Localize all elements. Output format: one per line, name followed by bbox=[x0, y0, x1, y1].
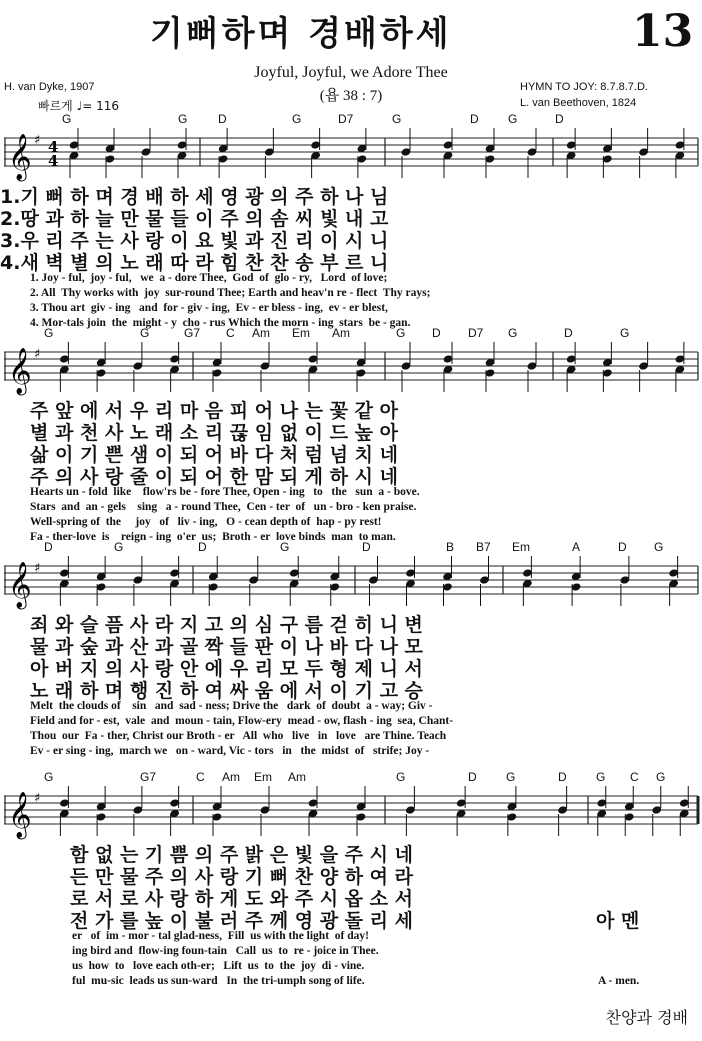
chord: Em bbox=[292, 326, 310, 340]
svg-text:♯: ♯ bbox=[34, 133, 41, 148]
korean-verse-1: 주 앞 에 서 우 리 마 음 피 어 나 는 꽃 같 아 bbox=[30, 400, 398, 422]
english-verse-2: Stars and an - gels sing a - round Thee, Cen - ter of un - bro - ken praise. bbox=[30, 501, 417, 513]
chord: G bbox=[396, 326, 406, 340]
chord: G bbox=[62, 112, 72, 126]
english-verse-4: Ev - er sing - ing, march we on - ward, Vic - tors in the midst of strife; Joy - bbox=[30, 745, 430, 757]
chord: G bbox=[508, 112, 518, 126]
korean-verse-1: 함 없 는 기 쁨 의 주 밝 은 빛 을 주 시 네 bbox=[70, 844, 413, 866]
chord: C bbox=[630, 770, 639, 784]
chord: B bbox=[446, 540, 455, 554]
chord: G bbox=[392, 112, 402, 126]
svg-text:4: 4 bbox=[48, 138, 59, 156]
chord: C bbox=[196, 770, 205, 784]
korean-verse-4: 주 의 사 랑 줄 이 되 어 한 맘 되 게 하 시 네 bbox=[30, 466, 398, 488]
chord: D bbox=[432, 326, 441, 340]
music-staff bbox=[0, 554, 702, 610]
chord: D bbox=[362, 540, 371, 554]
chord: G bbox=[654, 540, 664, 554]
korean-verse-2: 물 과 숲 과 산 과 골 짝 들 판 이 나 바 다 나 모 bbox=[30, 636, 423, 658]
chord: G bbox=[396, 770, 406, 784]
chord: D bbox=[564, 326, 573, 340]
korean-verse-3: 아 버 지 의 사 랑 안 에 우 리 모 두 형 제 니 서 bbox=[30, 658, 423, 680]
english-verse-2: Field and for - est, vale and moun - tain, Flow-ery mead - ow, flash - ing sea, Chant- bbox=[30, 715, 454, 727]
chord: G bbox=[178, 112, 188, 126]
english-verse-4: Fa - ther-love is reign - ing o'er us; Broth - er love binds man to man. bbox=[30, 531, 396, 543]
chord: D bbox=[198, 540, 207, 554]
svg-text:♯: ♯ bbox=[34, 347, 41, 362]
korean-verse-3: 삶 이 기 쁜 샘 이 되 어 바 다 처 럼 넘 치 네 bbox=[30, 444, 398, 466]
svg-text:𝄞: 𝄞 bbox=[8, 792, 32, 838]
chord: Am bbox=[288, 770, 306, 784]
korean-verse-3: 3.우 리 주 는 사 랑 이 요 빛 과 진 리 이 시 니 bbox=[0, 230, 389, 252]
hymn-number: 13 bbox=[632, 6, 694, 57]
chord: D7 bbox=[468, 326, 484, 340]
chord: D bbox=[44, 540, 53, 554]
chord: Am bbox=[252, 326, 270, 340]
chord: G bbox=[140, 326, 150, 340]
korean-verse-4: 전 가 를 높 이 불 러 주 께 영 광 돌 리 세 bbox=[70, 910, 413, 932]
chord: G bbox=[280, 540, 290, 554]
english-verse-2: ing bird and flow-ing foun-tain Call us to re - joice in Thee. bbox=[72, 945, 379, 957]
chord: G7 bbox=[184, 326, 201, 340]
korean-verse-4: 4.새 벽 별 의 노 래 따 라 힘 찬 찬 송 부 르 니 bbox=[0, 252, 389, 274]
amen-korean: 아 멘 bbox=[596, 910, 640, 932]
hymn-title: 기뻐하며 경배하세 bbox=[150, 14, 452, 54]
scripture-reference: (욥 38 : 7) bbox=[319, 88, 383, 104]
composer: L. van Beethoven, 1824 bbox=[520, 97, 637, 109]
music-staff bbox=[0, 784, 702, 840]
english-verse-4: ful mu-sic leads us sun-ward In the tri-umph song of life. bbox=[72, 975, 365, 987]
svg-text:𝄞: 𝄞 bbox=[8, 348, 32, 394]
chord: A bbox=[572, 540, 581, 554]
lyricist: H. van Dyke, 1907 bbox=[4, 81, 95, 93]
music-staff bbox=[0, 126, 702, 182]
music-staff bbox=[0, 340, 702, 396]
chord: G bbox=[114, 540, 124, 554]
korean-verse-1: 1.기 뻐 하 며 경 배 하 세 영 광 의 주 하 나 님 bbox=[0, 186, 389, 208]
english-verse-3: Well-spring of the joy of liv - ing, O - cean depth of hap - py rest! bbox=[30, 516, 382, 528]
chord: C bbox=[226, 326, 235, 340]
svg-text:4: 4 bbox=[48, 152, 59, 170]
chord: G bbox=[44, 326, 54, 340]
korean-verse-3: 로 서 로 사 랑 하 게 도 와 주 시 옵 소 서 bbox=[70, 888, 413, 910]
chord: G bbox=[292, 112, 302, 126]
chord: D bbox=[555, 112, 564, 126]
chord: D bbox=[618, 540, 627, 554]
chord: D bbox=[470, 112, 479, 126]
tempo-marking: 빠르게 ♩= 116 bbox=[38, 99, 120, 113]
chord: D bbox=[468, 770, 477, 784]
amen-english: A - men. bbox=[598, 975, 640, 987]
chord: G bbox=[656, 770, 666, 784]
chord: D bbox=[558, 770, 567, 784]
korean-verse-2: 든 만 물 주 의 사 랑 기 뻐 찬 양 하 여 라 bbox=[70, 866, 413, 888]
korean-verse-2: 별 과 천 사 노 래 소 리 끊 임 없 이 드 높 아 bbox=[30, 422, 398, 444]
chord: G bbox=[508, 326, 518, 340]
english-verse-1: Hearts un - fold like flow'rs be - fore Thee, Open - ing to the sun a - bove. bbox=[30, 486, 420, 498]
chord: Am bbox=[332, 326, 350, 340]
svg-text:♯: ♯ bbox=[34, 561, 41, 576]
chord: B7 bbox=[476, 540, 491, 554]
english-verse-2: 2. All Thy works with joy sur-round Thee; Earth and heav'n re - flect Thy rays; bbox=[30, 287, 431, 299]
chord: D7 bbox=[338, 112, 354, 126]
korean-verse-2: 2.땅 과 하 늘 만 물 들 이 주 의 솜 씨 빛 내 고 bbox=[0, 208, 389, 230]
english-verse-3: Thou our Fa - ther, Christ our Broth - er All who live in love are Thine. Teach bbox=[30, 730, 447, 742]
chord: G bbox=[620, 326, 630, 340]
chord: Am bbox=[222, 770, 240, 784]
chord: G bbox=[596, 770, 606, 784]
english-verse-1: Melt the clouds of sin and sad - ness; Drive the dark of doubt a - way; Giv - bbox=[30, 700, 433, 712]
english-verse-4: 4. Mor-tals join the might - y cho - rus Which the morn - ing stars be - gan. bbox=[30, 317, 411, 329]
svg-text:𝄞: 𝄞 bbox=[8, 134, 32, 180]
chord: D bbox=[218, 112, 227, 126]
svg-text:♯: ♯ bbox=[34, 791, 41, 806]
svg-text:𝄞: 𝄞 bbox=[8, 562, 32, 608]
english-title: Joyful, Joyful, we Adore Thee bbox=[254, 64, 448, 81]
tune-name: HYMN TO JOY: 8.7.8.7.D. bbox=[520, 81, 648, 93]
chord: Em bbox=[254, 770, 272, 784]
chord: G7 bbox=[140, 770, 157, 784]
english-verse-1: 1. Joy - ful, joy - ful, we a - dore Thee, God of glo - ry, Lord of love; bbox=[30, 272, 388, 284]
korean-verse-4: 노 래 하 며 행 진 하 여 싸 움 에 서 이 기 고 승 bbox=[30, 680, 423, 702]
english-verse-1: er of im - mor - tal glad-ness, Fill us with the light of day! bbox=[72, 930, 369, 942]
chord: Em bbox=[512, 540, 530, 554]
chord: G bbox=[44, 770, 54, 784]
korean-verse-1: 죄 와 슬 픔 사 라 지 고 의 심 구 름 걷 히 니 변 bbox=[30, 614, 423, 636]
english-verse-3: 3. Thou art giv - ing and for - giv - ing, Ev - er bless - ing, ev - er blest, bbox=[30, 302, 388, 314]
english-verse-3: us how to love each oth-er; Lift us to the joy di - vine. bbox=[72, 960, 365, 972]
publisher-label: 찬양과 경배 bbox=[605, 1008, 688, 1027]
chord: G bbox=[506, 770, 516, 784]
